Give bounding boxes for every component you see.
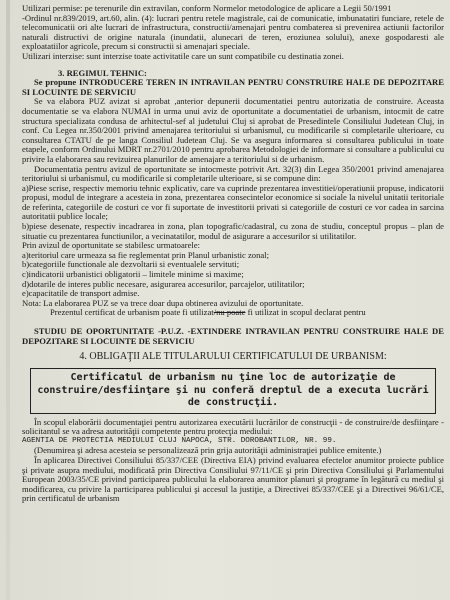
section-3-p2: Documentatia pentru avizul de oportunitate se intocmeste potrivit Art. 32(3) din Legea 350/2001 privind amenajarea teritoriului si urbanismul, cu modificarile si completarile ulterioare, si se compune din: [22,163,444,184]
section-3-pa: a)Piese scrise, respectiv memoriu tehnic explicativ, care va cuprinde prezentarea investitiei/operatiunii propuse, indicatorii propusi, modul de integrare a acesteia in zona, prezentarea consecintelor economice si sociale la nivelul unitatii teritoriale de referinta, categoriile de costuri ce vor fi suportate de investitorii privati si categoriile de costuri ce vor cadea in sarcina autoritatii publice locale; [22,182,444,222]
list-item: e)capacitatile de transport admise. [22,288,140,299]
section-4-p2: (Denumirea şi adresa acesteia se personalizează prin grija autorităţii administraţiei publice emitente.) [34,445,382,456]
study-title: STUDIU DE OPORTUNITATE -P.U.Z. -EXTINDERE INTRAVILAN PENTRU CONSTRUIRE HALE DE DEPOZITARE SI LOCUINTE DE SERVICIU [22,326,444,346]
section-3-p3: Prin avizul de oportunitate se stabilesc urmatoarele: [22,240,201,251]
order-reference: -Ordinul nr.839/2019, art.60, alin. (4): lucrari pentru retele magistrale, cai de comunicatie, imbunatatiri funciare, retele de telecomunicatii ori alte lucrari de infrastructura, constructii/amenajari pentru combaterea si prevenirea actiunii factorilor naturali distructivi de origine naturala (inundatii, alunecari de teren, eroziunea solului), anexe gospodaresti ale exploatatiilor agricole, precum si constructii si amenajari speciale. [22,12,444,52]
section-3-intro: Se propune INTRODUCERE TEREN IN INTRAVILAN PENTRU CONSTRUIRE HALE DE DEPOZITARE SI LOCUINTE DE SERVICIU [22,77,444,97]
environment-agency: AGENTIA DE PROTECTIA MEDIULUI CLUJ NAPOCA, STR. DOROBANTILOR, NR. 99. [22,436,337,445]
present-certificate-line [22,308,444,318]
notice-box: Certificatul de urbanism nu ţine loc de autorizaţie de construire/desfiinţare şi nu conferă dreptul de a executa lucrări de construcţii. [30,368,436,414]
list-item: d)dotarile de interes public necesare, asigurarea accesurilor, parcajelor, utilitatilor; [22,278,305,289]
list-item: b)categoriile functionale ale dezvoltarii si eventualele servituti; [22,259,240,270]
permitted-uses: Utilizari permise: pe terenurile din extravilan, conform Normelor metodologice de aplicare a Legii 50/1991 [22,3,392,13]
present-pre: Prezentul certificat de urbanism poate fi utilizat [50,307,214,318]
present-strike: /nu poate [213,307,246,318]
section-4-p1: În scopul elaborării documentaţiei pentru autorizarea executării lucrărilor de construcţii - de construire/de desfiinţare - solicitantul se va adresa autorităţii competente pentru protecţia mediului: [22,416,444,437]
present-post: fi utilizat in scopul declarat pentru [245,307,366,318]
section-3-heading: 3. REGIMUL TEHNIC: [58,67,147,78]
list-item: c)indicatorii urbanistici obligatorii – limitele minime si maxime; [22,269,244,280]
section-3-p1: Se va elabora PUZ avizat si aprobat ,anterior depunerii documentatiei pentru autorizatia de construire. Aceasta documentatie se va elabora NUMAI in urma unui aviz de oportunitate a documentatiei de urbanism, intocmit de catre structura specializata condusa de arhitectul-sef al judetului Cluj si aprobat de Presedintele Consiliului Judetean Cluj, in conf. Cu Legea nr.350/2001 privind amenajarea teritoriului si urbanismul, cu modificarile si completarile ulterioare, cu consultarea CTATU de pe langa Consiliul Judetean Cluj. Se va asegura informarea si consultarea publicului in toate etapele, conform Ordinului MDRT nr.2701/2010 pentru aprobarea Metodologiei de informare si consultare a publicului cu privire la elaborarea sau revizuirea planurilor de amenajare a teritoriului si de urbanism. [22,96,444,164]
section-4-p3: În aplicarea Directivei Consiliului 85/337/CEE (Directiva EIA) privind evaluarea efectelor anumitor proiecte publice şi private asupra mediului, modificată prin Directiva Consiliului 97/11/CE şi prin Directiva Consiliului şi Parlamentului European 2003/35/CE privind participarea publicului la elaborarea anumitor planuri şi programe în legătură cu mediul şi modificarea, cu privire la participarea publicului şi accesul la justiţie, a Directivei 85/337/CEE şi a Directivei 96/61/CE, prin certificatul de urbanism [22,455,444,504]
prohibited-uses: Utilizari interzise: sunt interzise toate activitatile care un sunt compatibile cu destinatia zonei. [22,50,344,61]
list-item: a)teritoriul care urmeaza sa fie reglementat prin Planul urbanistic zonal; [22,249,269,260]
section-4-heading: 4. OBLIGAŢII ALE TITULARULUI CERTIFICATULUI DE URBANISM: [79,351,387,363]
section-3-pb: b)piese desenate, respectiv incadrarea in zona, plan topografic/cadastral, cu zona de studiu, conceptul propus – plan de situatie cu prezentarea functiunilor, a vecinatatilor, modul de asigurare a accesurilor si utilitatilor. [22,221,444,241]
section-3-note: Nota: La elaborarea PUZ se va trece doar dupa obtinerea avizului de oportunitate. [22,297,304,308]
